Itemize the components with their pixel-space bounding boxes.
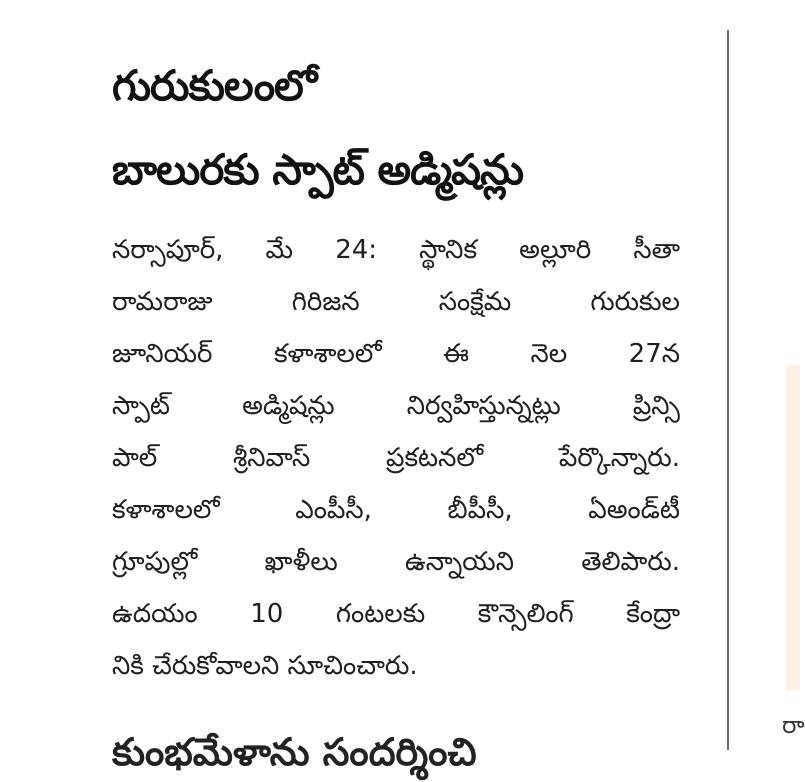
news-article <box>112 44 692 692</box>
next-article-headline-text: కుంభమేళాను సందర్శించి <box>112 730 477 774</box>
body-line-2: రామరాజు గిరిజన సంక్షేమ గురుకుల <box>112 287 680 317</box>
body-line-4: స్పాట్ అడ్మిషన్లు నిర్వహిస్తున్నట్లు ప్రిన్సి <box>112 391 680 421</box>
headline-line-2: బాలురకు స్పాట్ అడ్మిషన్లు <box>112 145 524 194</box>
body-line-3: జూనియర్ కళాశాలలో ఈ నెల 27న <box>112 339 680 369</box>
adjacent-column-box <box>786 365 800 690</box>
adjacent-column-text: రా <box>782 711 805 739</box>
next-article-headline <box>112 722 532 774</box>
body-line-6: కళాశాలలో ఎంపీసీ, బీపీసీ, ఏఅండ్‌టీ <box>112 495 680 525</box>
body-line-8: ఉదయం 10 గంటలకు కౌన్సెలింగ్ కేంద్రా <box>112 599 680 629</box>
body-line-9: నికి చేరుకోవాలని సూచించారు. <box>112 651 418 681</box>
column-divider <box>727 30 729 750</box>
body-line-1: నర్సాపూర్, మే 24: స్థానిక అల్లూరి సీతా <box>112 235 680 265</box>
body-line-5: పాల్ శ్రీనివాస్ ప్రకటనలో పేర్కొన్నారు. <box>112 443 680 473</box>
article-headline <box>112 44 692 212</box>
headline-line-1: గురుకులంలో <box>112 61 317 110</box>
body-line-7: గ్రూపుల్లో ఖాళీలు ఉన్నాయని తెలిపారు. <box>112 547 680 577</box>
article-body <box>112 224 692 692</box>
